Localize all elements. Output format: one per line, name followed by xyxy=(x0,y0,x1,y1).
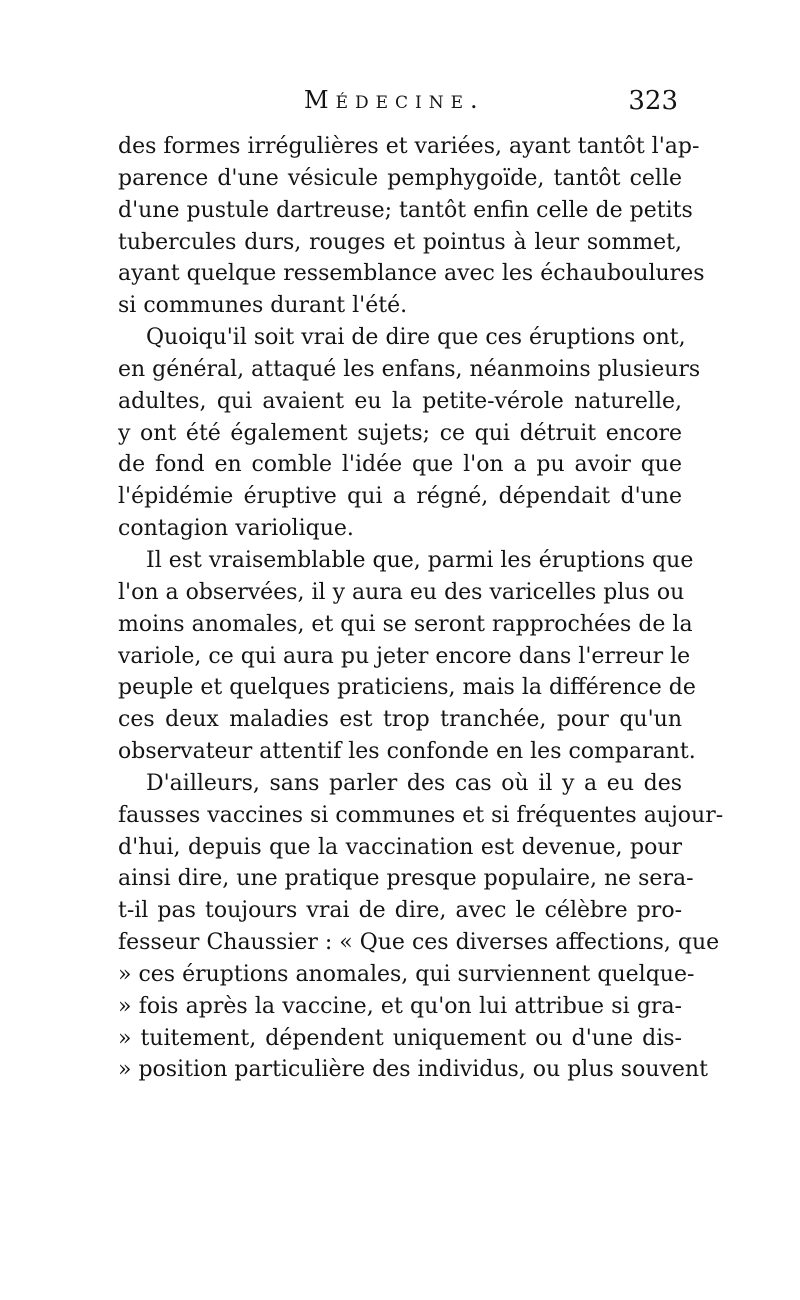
text-line: contagion variolique. xyxy=(118,516,354,542)
text-line: adultes, qui avaient eu la petite-vérole naturelle, xyxy=(118,388,682,414)
text-line: t-il pas toujours vrai de dire, avec le célèbre pro- xyxy=(118,898,682,924)
text-line: des formes irrégulières et variées, ayant tantôt l'ap- xyxy=(118,134,700,159)
running-head xyxy=(122,86,682,126)
text-line: » ces éruptions anomales, qui surviennent quelque- xyxy=(118,961,695,987)
text-line: l'on a observées, il y aura eu des varicelles plus ou xyxy=(118,579,685,605)
text-line: d'une pustule dartreuse; tantôt enfin celle de petits xyxy=(118,197,693,223)
text-line: » fois après la vaccine, et qu'on lui attribue si gra- xyxy=(118,993,682,1019)
text-line: parence d'une vésicule pemphygoïde, tantôt celle xyxy=(118,165,682,191)
text-line: en général, attaqué les enfans, néanmoins plusieurs xyxy=(118,356,701,382)
text-line: observateur attentif les confonde en les comparant. xyxy=(118,739,696,765)
text-line: ces deux maladies est trop tranchée, pour qu'un xyxy=(118,707,682,733)
text-line: de fond en comble l'idée que l'on a pu avoir que xyxy=(118,452,682,478)
text-line: Quoiqu'il soit vrai de dire que ces éruptions ont, xyxy=(146,325,686,351)
text-line: peuple et quelques praticiens, mais la différence de xyxy=(118,675,696,701)
text-line: » tuitement, dépendent uniquement ou d'une dis- xyxy=(118,1025,682,1051)
text-line: fausses vaccines si communes et si fréquentes aujour- xyxy=(118,802,724,828)
text-line: » position particulière des individus, ou plus souvent xyxy=(118,1057,708,1083)
page-number: 323 xyxy=(628,86,678,116)
text-line: ainsi dire, une pratique presque populaire, ne sera- xyxy=(118,866,694,892)
text-line: l'épidémie éruptive qui a régné, dépendait d'une xyxy=(118,484,682,510)
text-line: variole, ce qui aura pu jeter encore dans l'erreur le xyxy=(118,643,691,669)
text-line: si communes durant l'été. xyxy=(118,293,408,319)
text-line: y ont été également sujets; ce qui détruit encore xyxy=(118,420,682,446)
running-title: Médecine. xyxy=(304,86,485,114)
text-line: ayant quelque ressemblance avec les échauboulures xyxy=(118,261,705,287)
text-line: Il est vraisemblable que, parmi les éruptions que xyxy=(146,547,694,573)
text-line: fesseur Chaussier : « Que ces diverses affections, que xyxy=(118,930,720,956)
text-line: moins anomales, et qui se seront rapprochées de la xyxy=(118,611,693,637)
text-line: D'ailleurs, sans parler des cas où il y a eu des xyxy=(146,770,682,796)
body-text xyxy=(118,131,724,1086)
text-line: d'hui, depuis que la vaccination est devenue, pour xyxy=(118,834,682,860)
text-line: tubercules durs, rouges et pointus à leur sommet, xyxy=(118,229,682,255)
